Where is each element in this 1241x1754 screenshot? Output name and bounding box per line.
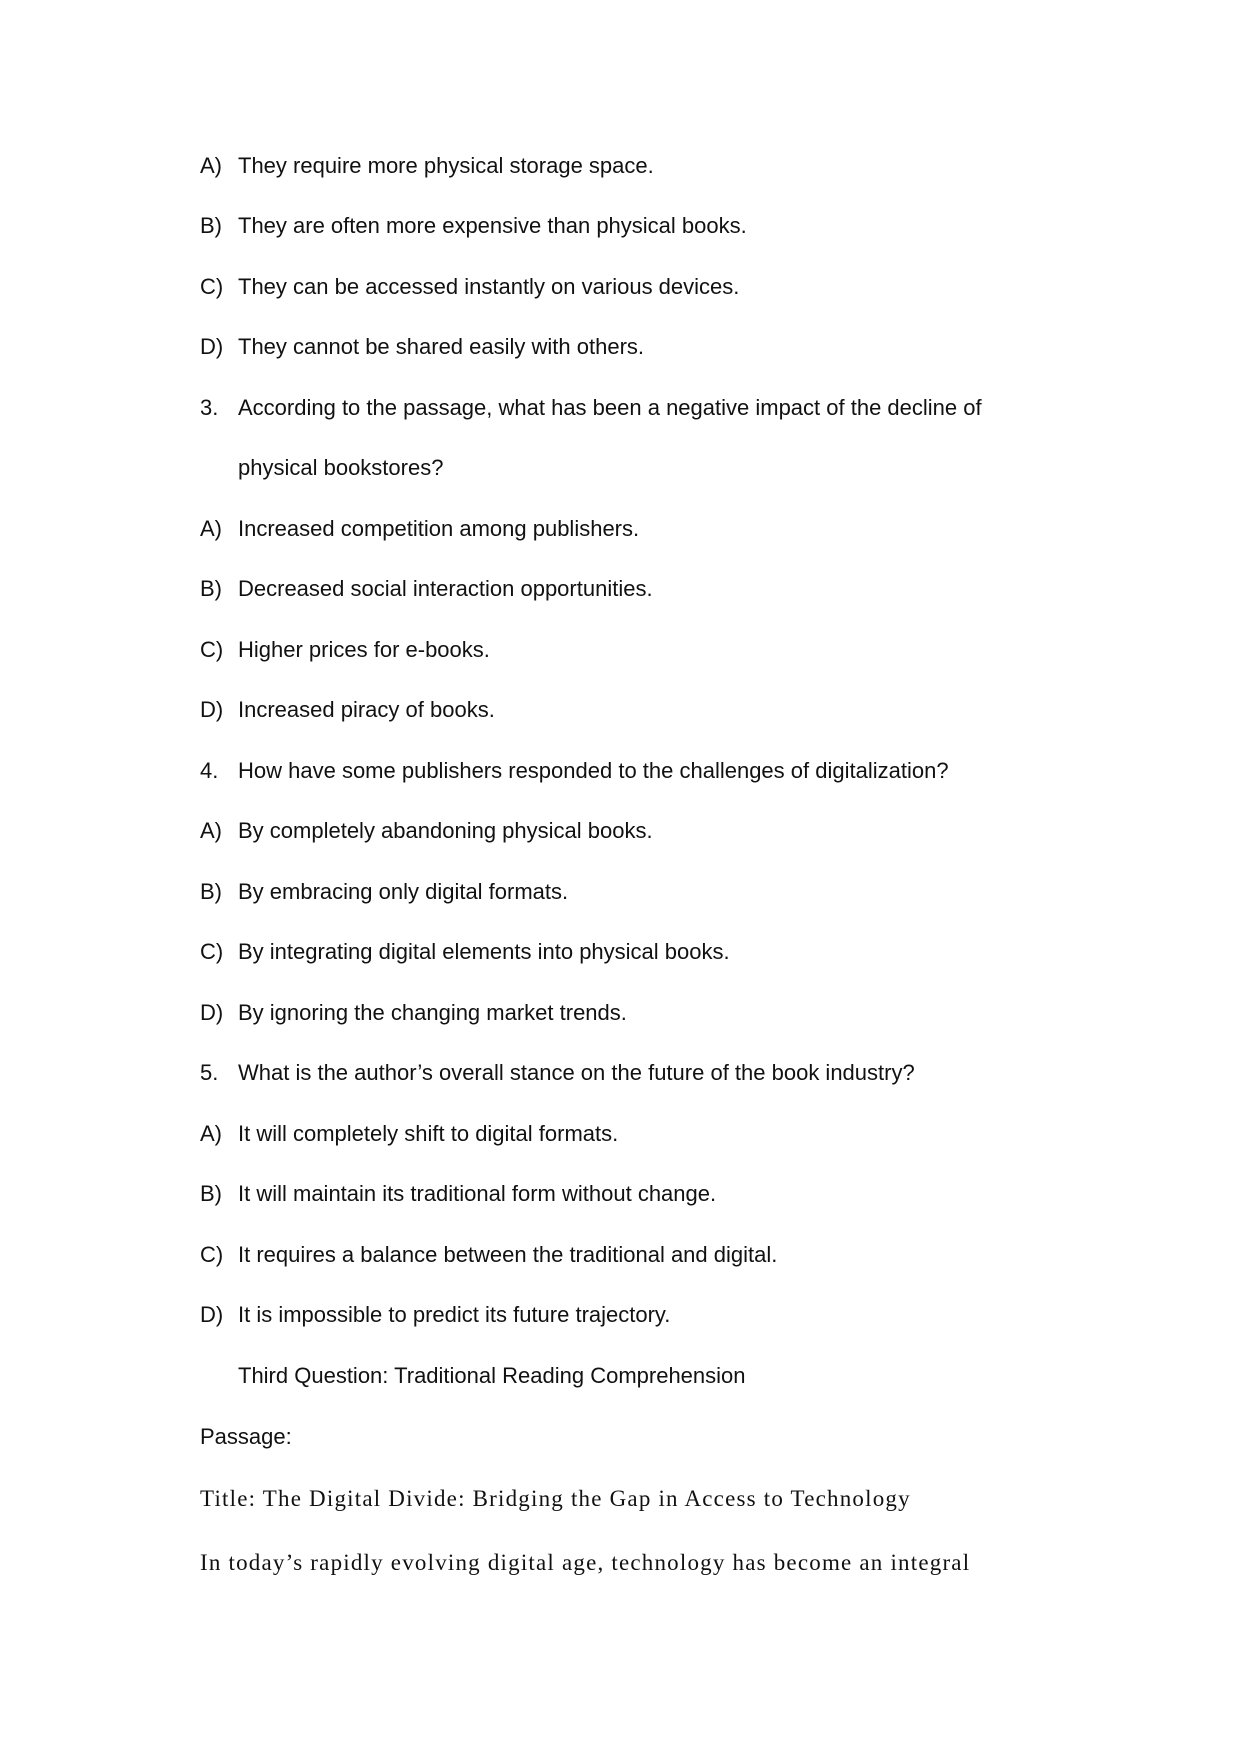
q2-option-b bbox=[200, 211, 747, 241]
option-label: A) bbox=[200, 516, 222, 541]
q4-option-c bbox=[200, 937, 730, 967]
option-label: D) bbox=[200, 1000, 224, 1025]
q2-option-a bbox=[200, 151, 654, 181]
option-text: They can be accessed instantly on various devices. bbox=[238, 274, 740, 299]
option-label: C) bbox=[200, 274, 224, 299]
option-label: A) bbox=[200, 1121, 222, 1146]
q2-option-d bbox=[200, 332, 644, 362]
question-text: physical bookstores? bbox=[238, 455, 444, 480]
option-label: C) bbox=[200, 939, 224, 964]
option-label: C) bbox=[200, 637, 224, 662]
q4-option-a bbox=[200, 816, 653, 846]
q3-option-d bbox=[200, 695, 495, 725]
passage-title: Title: The Digital Divide: Bridging the Gap in Access to Technology bbox=[200, 1486, 911, 1511]
option-label: B) bbox=[200, 879, 222, 904]
q4-option-b bbox=[200, 877, 568, 907]
option-text: Increased competition among publishers. bbox=[238, 516, 640, 541]
option-text: It will completely shift to digital formats. bbox=[238, 1121, 619, 1146]
option-text: They require more physical storage space. bbox=[238, 153, 654, 178]
option-label: B) bbox=[200, 213, 222, 238]
question-text: What is the author’s overall stance on the future of the book industry? bbox=[238, 1060, 915, 1085]
option-label: C) bbox=[200, 1242, 224, 1267]
question-text: According to the passage, what has been a negative impact of the decline of bbox=[238, 395, 982, 420]
question-3 bbox=[200, 393, 982, 423]
option-text: By integrating digital elements into physical books. bbox=[238, 939, 730, 964]
option-text: By ignoring the changing market trends. bbox=[238, 1000, 627, 1025]
q3-option-a bbox=[200, 514, 639, 544]
option-label: D) bbox=[200, 1302, 224, 1327]
option-label: D) bbox=[200, 334, 224, 359]
option-text: By completely abandoning physical books. bbox=[238, 818, 653, 843]
q5-option-d bbox=[200, 1300, 670, 1330]
option-text: Decreased social interaction opportunities. bbox=[238, 576, 653, 601]
option-label: B) bbox=[200, 576, 222, 601]
option-label: A) bbox=[200, 818, 222, 843]
option-text: It will maintain its traditional form without change. bbox=[238, 1181, 717, 1206]
option-text: Increased piracy of books. bbox=[238, 697, 495, 722]
option-text: It is impossible to predict its future trajectory. bbox=[238, 1302, 671, 1327]
question-3-continuation bbox=[238, 453, 443, 483]
option-label: A) bbox=[200, 153, 222, 178]
option-text: They are often more expensive than physical books. bbox=[238, 213, 747, 238]
q3-option-c bbox=[200, 635, 490, 665]
q4-option-d bbox=[200, 998, 627, 1028]
option-text: By embracing only digital formats. bbox=[238, 879, 569, 904]
q3-option-b bbox=[200, 574, 653, 604]
option-label: D) bbox=[200, 697, 224, 722]
option-text: It requires a balance between the traditional and digital. bbox=[238, 1242, 778, 1267]
q5-option-a bbox=[200, 1119, 618, 1149]
question-number: 4. bbox=[200, 758, 219, 783]
q5-option-c bbox=[200, 1240, 777, 1270]
question-text: How have some publishers responded to the challenges of digitalization? bbox=[238, 758, 949, 783]
q5-option-b bbox=[200, 1179, 716, 1209]
question-5 bbox=[200, 1058, 915, 1088]
question-number: 5. bbox=[200, 1060, 219, 1085]
option-text: Higher prices for e-books. bbox=[238, 637, 490, 662]
passage-text: In today’s rapidly evolving digital age, technology has become an integral bbox=[200, 1550, 971, 1575]
option-text: They cannot be shared easily with others. bbox=[238, 334, 645, 359]
q2-option-c bbox=[200, 272, 739, 302]
option-label: B) bbox=[200, 1181, 222, 1206]
section-heading: Third Question: Traditional Reading Comprehension bbox=[238, 1363, 746, 1388]
passage-label: Passage: bbox=[200, 1424, 292, 1449]
question-4 bbox=[200, 756, 949, 786]
question-number: 3. bbox=[200, 395, 219, 420]
